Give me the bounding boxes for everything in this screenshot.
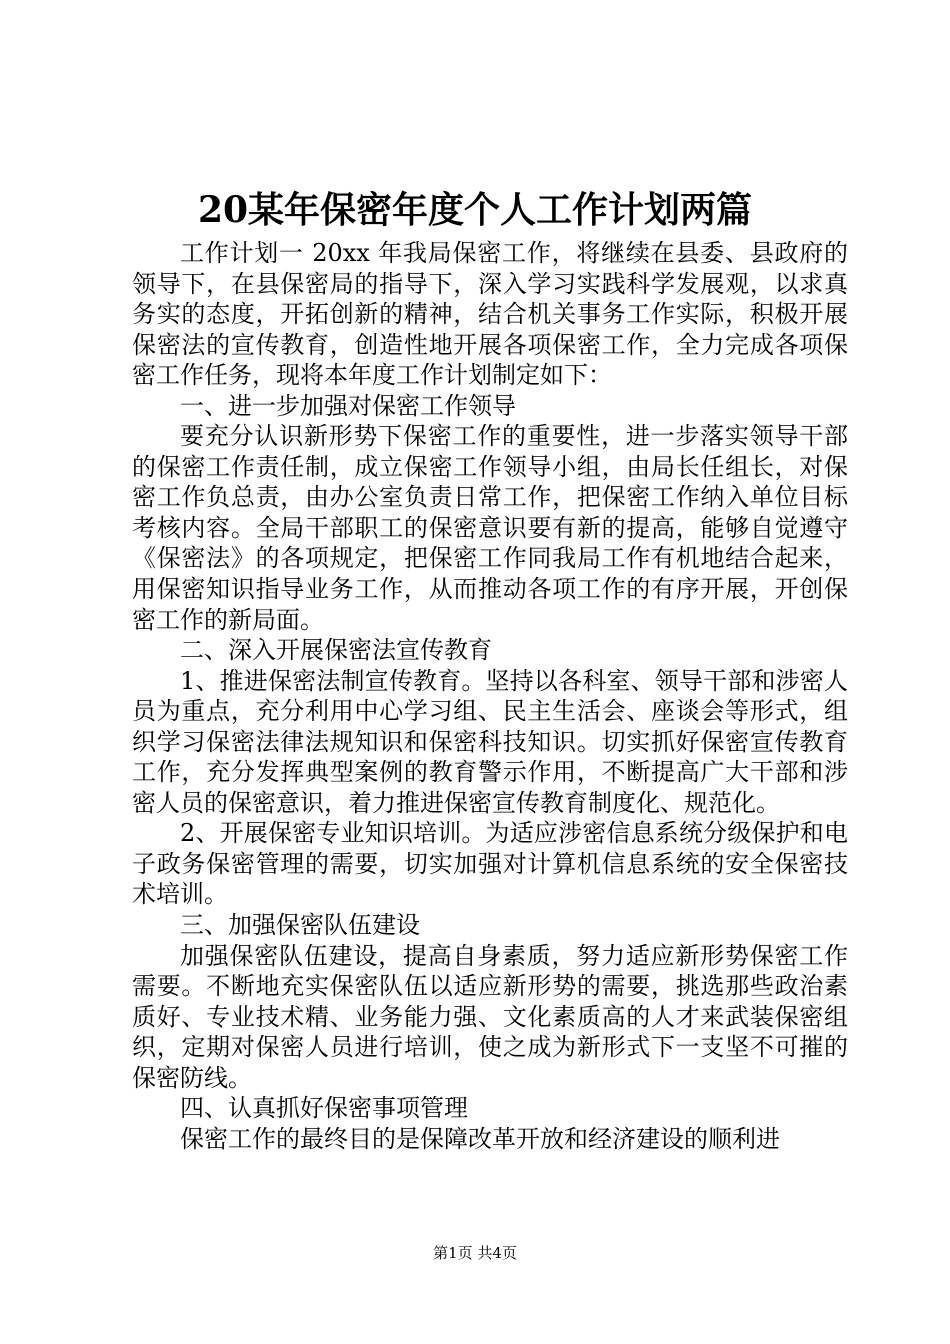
paragraph-section-2-item-1: 1、推进保密法制宣传教育。坚持以各科室、领导干部和涉密人员为重点，充分利用中心学习组、民主生活会、座谈会等形式，组织学习保密法律法规知识和保密科技知识。切实抓好保密宣传教育工作，充分发挥典型案例的教育警示作用，不断提高广大干部和涉密人员的保密意识，着力推进保密宣传教育制度化、规范化。 <box>132 666 848 817</box>
document-title: 20某年保密年度个人工作计划两篇 <box>197 189 753 231</box>
document-body <box>132 238 848 1154</box>
section-heading-3: 三、加强保密队伍建设 <box>180 911 420 940</box>
paragraph-section-2-item-2: 2、开展保密专业知识培训。为适应涉密信息系统分级保护和电子政务保密管理的需要，切实加强对计算机信息系统的安全保密技术培训。 <box>132 819 848 909</box>
section-heading-2: 二、深入开展保密法宣传教育 <box>180 636 492 665</box>
paragraph-section-3: 加强保密队伍建设，提高自身素质，努力适应新形势保密工作需要。不断地充实保密队伍以适应新形势的需要，挑选那些政治素质好、专业技术精、业务能力强、文化素质高的人才来武装保密组织，定期对保密人员进行培训，使之成为新形式下一支坚不可摧的保密防线。 <box>132 941 848 1092</box>
page-number-footer: 第1页 共4页 <box>433 1244 517 1262</box>
section-heading-1: 一、进一步加强对保密工作领导 <box>180 391 516 420</box>
paragraph-section-1: 要充分认识新形势下保密工作的重要性，进一步落实领导干部的保密工作责任制，成立保密工作领导小组，由局长任组长，对保密工作负总责，由办公室负责日常工作，把保密工作纳入单位目标考核内容。全局干部职工的保密意识要有新的提高，能够自觉遵守《保密法》的各项规定，把保密工作同我局工作有机地结合起来，用保密知识指导业务工作，从而推动各项工作的有序开展，开创保密工作的新局面。 <box>132 422 848 634</box>
section-heading-4: 四、认真抓好保密事项管理 <box>180 1094 468 1123</box>
paragraph-intro: 工作计划一 20xx 年我局保密工作，将继续在县委、县政府的领导下，在县保密局的指导下，深入学习实践科学发展观，以求真务实的态度，开拓创新的精神，结合机关事务工作实际，积极开展保密法的宣传教育，创造性地开展各项保密工作，全力完成各项保密工作任务，现将本年度工作计划制定如下： <box>132 239 848 390</box>
paragraph-section-4: 保密工作的最终目的是保障改革开放和经济建设的顺利进 <box>180 1124 780 1153</box>
